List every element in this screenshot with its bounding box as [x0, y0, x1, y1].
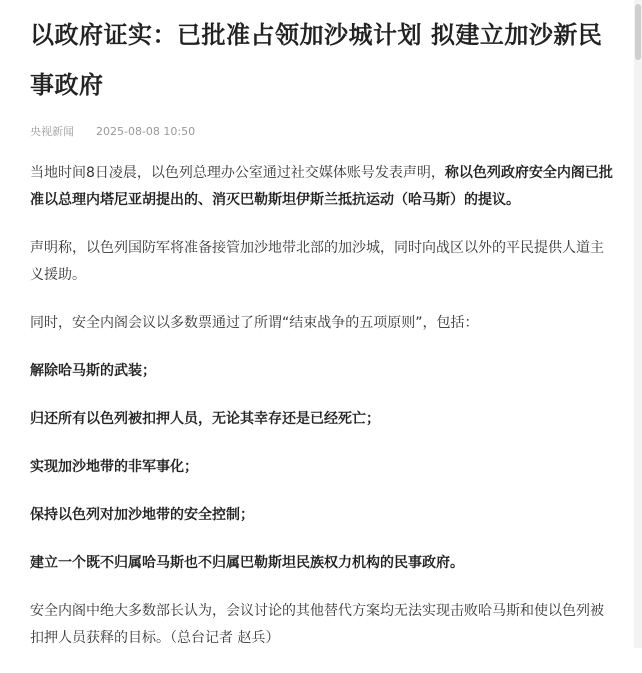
scrollbar-thumb[interactable]: [635, 4, 641, 60]
principle-item: 保持以色列对加沙地带的安全控制；: [30, 507, 254, 523]
paragraph-intro-bold: 称以色列政府安全内阁已批准以总理内塔尼亚胡提出的、消灭巴勒斯坦伊斯兰抵抗运动（哈马斯）的提议。: [30, 165, 613, 208]
article-meta: [30, 124, 614, 140]
principle-item: 归还所有以色列被扣押人员，无论其幸存还是已经死亡；: [30, 411, 380, 427]
article-source[interactable]: 央视新闻: [30, 125, 74, 138]
article: [30, 0, 614, 673]
paragraph-intro-normal: 当地时间8日凌晨，以色列总理办公室通过社交媒体账号发表声明，: [30, 165, 445, 181]
article-body: [30, 160, 614, 652]
scrollbar[interactable]: [634, 0, 642, 648]
paragraph-intro: [30, 160, 614, 214]
paragraph-statement: 声明称，以色列国防军将准备接管加沙地带北部的加沙城，同时向战区以外的平民提供人道主义援助。: [30, 240, 604, 283]
principle-item: 解除哈马斯的武装；: [30, 363, 156, 379]
paragraph-conclusion: 安全内阁中绝大多数部长认为，会议讨论的其他替代方案均无法实现击败哈马斯和使以色列被扣押人员获释的目标。（总台记者 赵兵）: [30, 603, 604, 646]
article-title: 以政府证实：已批准占领加沙城计划 拟建立加沙新民事政府: [30, 21, 603, 99]
paragraph-principles-intro: 同时，安全内阁会议以多数票通过了所谓“结束战争的五项原则”，包括：: [30, 315, 479, 331]
principle-item: 实现加沙地带的非军事化；: [30, 459, 198, 475]
publish-time: 2025-08-08 10:50: [96, 125, 196, 138]
principle-item: 建立一个既不归属哈马斯也不归属巴勒斯坦民族权力机构的民事政府。: [30, 555, 464, 571]
